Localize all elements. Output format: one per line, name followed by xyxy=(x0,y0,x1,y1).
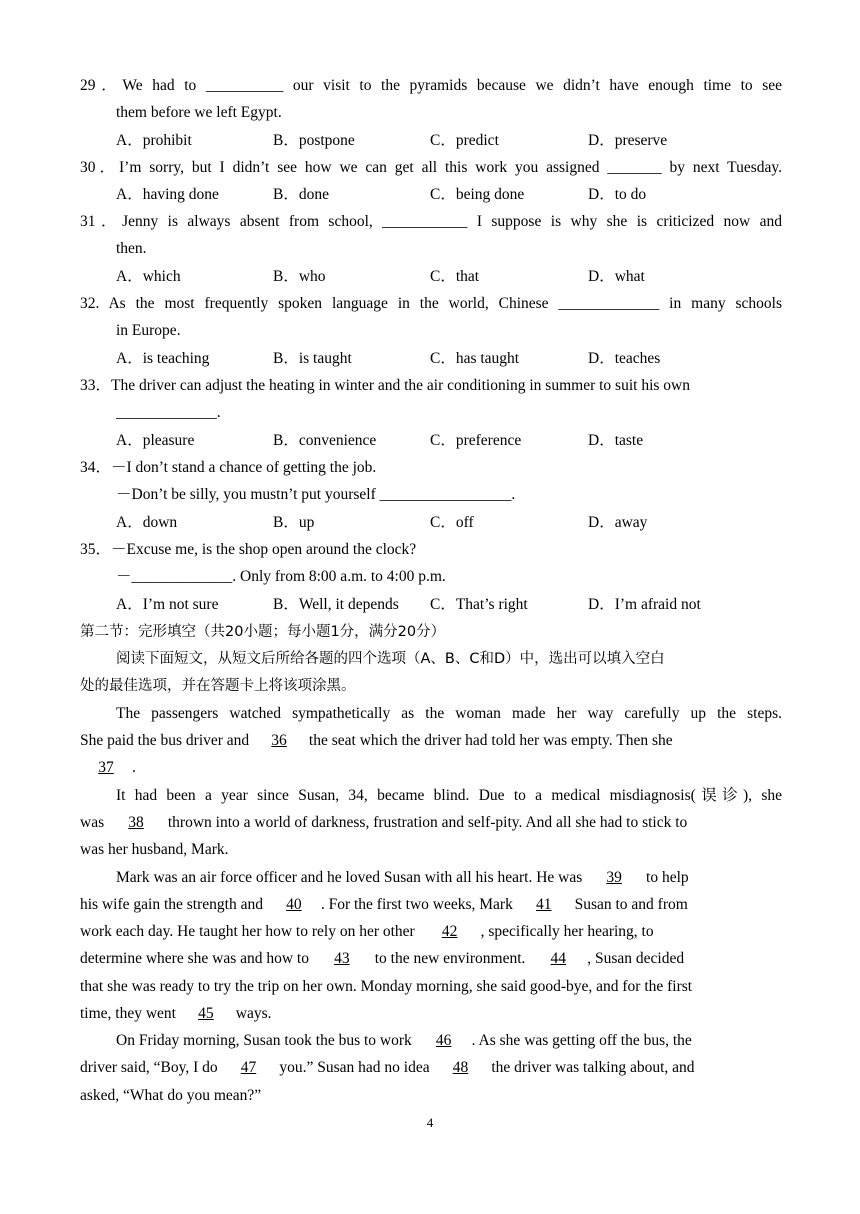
question-31-text: 31．Jenny is always absent from school, ___________ I suppose is why she is criticized now and xyxy=(80,213,782,230)
option-d[interactable]: D．preserve xyxy=(588,132,668,149)
blank-48[interactable]: 48 xyxy=(452,1059,469,1076)
blank-47[interactable]: 47 xyxy=(240,1059,257,1076)
passage-text: work each day. He taught her how to rely on her other 42 , specifically her hearing, to xyxy=(80,923,654,940)
blank-37[interactable]: 37 xyxy=(98,759,114,776)
question-33-text-cont: _____________. xyxy=(116,404,221,421)
question-32-text-cont: in Europe. xyxy=(116,322,181,339)
option-d[interactable]: D．away xyxy=(588,514,648,531)
question-34-text-cont: －Don’t be silly, you mustn’t put yourself _________________. xyxy=(116,486,516,503)
option-c[interactable]: C．off xyxy=(430,514,474,531)
blank-43[interactable]: 43 xyxy=(334,950,350,967)
passage-text: asked, “What do you mean?” xyxy=(80,1087,262,1104)
option-a[interactable]: A．is teaching xyxy=(116,350,210,367)
option-d[interactable]: D．teaches xyxy=(588,350,661,367)
option-a[interactable]: A．down xyxy=(116,514,178,531)
passage-text: It had been a year since Susan, 34, became blind. Due to a medical misdiagnosis(误诊), she xyxy=(116,787,782,804)
option-c[interactable]: C．That’s right xyxy=(430,596,528,613)
passage-text: was her husband, Mark. xyxy=(80,841,229,858)
blank-40[interactable]: 40 xyxy=(286,896,302,913)
option-d[interactable]: D．to do xyxy=(588,186,647,203)
passage-text: driver said, “Boy, I do 47 you.” Susan had no idea 48 the driver was talking about, and xyxy=(80,1059,695,1076)
passage-text: time, they went 45 ways. xyxy=(80,1005,272,1022)
question-29-text: 29．We had to __________ our visit to the pyramids because we didn’t have enough time to see xyxy=(80,77,782,94)
option-b[interactable]: B．postpone xyxy=(273,132,355,149)
blank-46[interactable]: 46 xyxy=(435,1032,452,1049)
blank-39[interactable]: 39 xyxy=(606,869,622,886)
option-c[interactable]: C．being done xyxy=(430,186,525,203)
section-instruction-cont: 处的最佳选项，并在答题卡上将该项涂黑。 xyxy=(80,678,356,694)
blank-41[interactable]: 41 xyxy=(535,896,552,913)
option-b[interactable]: B．is taught xyxy=(273,350,352,367)
option-b[interactable]: B．convenience xyxy=(273,432,377,449)
passage-text: She paid the bus driver and 36 the seat which the driver had told her was empty. Then she xyxy=(80,732,673,749)
option-c[interactable]: C．that xyxy=(430,268,480,285)
passage-text: 37 . xyxy=(80,758,782,778)
option-a[interactable]: A．prohibit xyxy=(116,132,192,149)
blank-42[interactable]: 42 xyxy=(441,923,458,940)
blank-36[interactable]: 36 xyxy=(271,732,287,749)
option-b[interactable]: B．done xyxy=(273,186,329,203)
option-c[interactable]: C．predict xyxy=(430,132,499,149)
passage-text: On Friday morning, Susan took the bus to work 46 . As she was getting off the bus, the xyxy=(116,1032,692,1049)
option-d[interactable]: D．what xyxy=(588,268,645,285)
page-number: 4 xyxy=(426,1115,434,1130)
option-a[interactable]: A．having done xyxy=(116,186,219,203)
passage-text: that she was ready to try the trip on her own. Monday morning, she said good-bye, and for the first xyxy=(80,978,693,995)
option-d[interactable]: D．taste xyxy=(588,432,644,449)
passage-text: his wife gain the strength and 40 . For the first two weeks, Mark 41 Susan to and from xyxy=(80,896,688,913)
question-29-text-cont: them before we left Egypt. xyxy=(116,104,282,121)
passage-text: The passengers watched sympathetically as the woman made her way carefully up the steps. xyxy=(116,705,782,722)
question-34-text: 34．－I don’t stand a chance of getting the job. xyxy=(80,459,377,476)
question-33-text: 33．The driver can adjust the heating in winter and the air conditioning in summer to suit his own xyxy=(80,377,690,394)
option-a[interactable]: A．pleasure xyxy=(116,432,195,449)
passage-text: was 38 thrown into a world of darkness, frustration and self-pity. And all she had to stick to xyxy=(80,814,688,831)
question-30-text: 30．I’m sorry, but I didn’t see how we can get all this work you assigned _______ by next Tuesday. xyxy=(80,159,782,176)
section-instruction: 阅读下面短文，从短文后所给各题的四个选项（A、B、C和D）中，选出可以填入空白 xyxy=(116,651,665,667)
option-b[interactable]: B．who xyxy=(273,268,326,285)
question-35-text: 35．－Excuse me, is the shop open around the clock? xyxy=(80,541,417,558)
option-b[interactable]: B．Well, it depends xyxy=(273,596,399,613)
blank-45[interactable]: 45 xyxy=(198,1005,214,1022)
option-a[interactable]: A．I’m not sure xyxy=(116,596,219,613)
question-32-text: 32. As the most frequently spoken language in the world, Chinese _____________ in many schools xyxy=(80,295,782,312)
blank-44[interactable]: 44 xyxy=(550,950,567,967)
option-d[interactable]: D．I’m afraid not xyxy=(588,596,701,613)
section-heading: 第二节：完形填空（共20小题；每小题1分，满分20分） xyxy=(80,624,446,640)
blank-38[interactable]: 38 xyxy=(128,814,144,831)
option-c[interactable]: C．preference xyxy=(430,432,522,449)
option-c[interactable]: C．has taught xyxy=(430,350,520,367)
passage-text: Mark was an air force officer and he loved Susan with all his heart. He was 39 to help xyxy=(116,869,689,886)
passage-text: determine where she was and how to 43 to the new environment. 44 , Susan decided xyxy=(80,950,685,967)
option-b[interactable]: B．up xyxy=(273,514,315,531)
option-a[interactable]: A．which xyxy=(116,268,181,285)
question-31-text-cont: then. xyxy=(116,240,147,257)
question-35-text-cont: －_____________. Only from 8:00 a.m. to 4:00 p.m. xyxy=(116,568,446,585)
